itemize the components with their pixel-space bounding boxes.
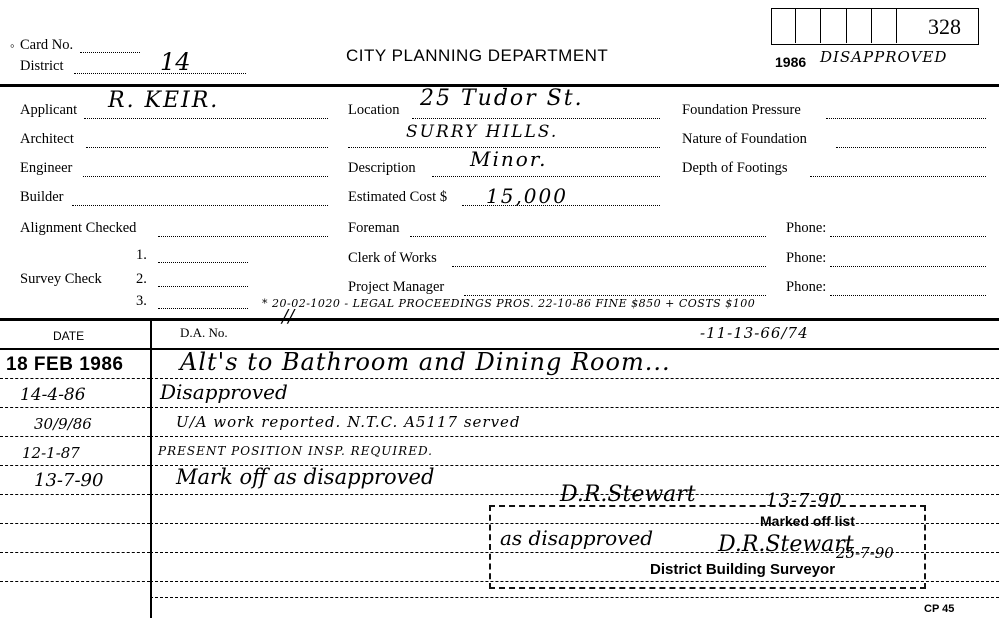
foreman-dots bbox=[410, 236, 766, 237]
stamp-date-1: 13-7-90 bbox=[766, 490, 843, 511]
box-divider bbox=[795, 8, 796, 43]
survey-3: 3. bbox=[136, 293, 147, 309]
depth-dots bbox=[810, 176, 986, 177]
description-label: Description bbox=[348, 160, 416, 176]
location-value-2: SURRY HILLS. bbox=[406, 122, 559, 142]
stamp-date-2: 25-7-90 bbox=[836, 544, 894, 562]
location-dots bbox=[412, 118, 660, 119]
box-divider bbox=[846, 8, 847, 43]
survey-label: Survey Check bbox=[20, 271, 102, 287]
log-entry-text: U/A work reported. N.T.C. A5117 served bbox=[176, 413, 521, 431]
date-row-line bbox=[0, 465, 150, 466]
applicant-value: R. KEIR. bbox=[108, 88, 220, 113]
legal-note: * 20-02-1020 - LEGAL PROCEEDINGS PROS. 22-10-86 FINE $850 + COSTS $100 bbox=[262, 297, 756, 310]
date-row-line bbox=[0, 407, 150, 408]
foundation-pressure-label: Foundation Pressure bbox=[682, 102, 801, 118]
phone-label: Phone: bbox=[786, 279, 827, 295]
location-value: 25 Tudor St. bbox=[420, 86, 584, 111]
card-no-label: Card No. bbox=[20, 37, 74, 53]
log-entry-text: Alt's to Bathroom and Dining Room... bbox=[180, 348, 671, 376]
box-divider bbox=[820, 8, 821, 43]
da-tick-mark: // bbox=[282, 306, 295, 327]
foreman-label: Foreman bbox=[348, 220, 400, 236]
depth-label: Depth of Footings bbox=[682, 160, 788, 176]
log-column-divider bbox=[150, 318, 152, 618]
log-date: 30/9/86 bbox=[34, 415, 92, 433]
date-row-line bbox=[0, 378, 150, 379]
applicant-dots bbox=[84, 118, 328, 119]
phone-dots bbox=[830, 236, 986, 237]
phone-dots bbox=[830, 266, 986, 267]
signature-1: D.R.Stewart bbox=[560, 482, 696, 507]
form-code: CP 45 bbox=[924, 603, 955, 615]
pm-dots bbox=[464, 295, 766, 296]
log-date: 14-4-86 bbox=[20, 385, 86, 405]
cost-label: Estimated Cost $ bbox=[348, 189, 448, 205]
architect-dots bbox=[86, 147, 328, 148]
card-no-dots bbox=[80, 52, 140, 53]
nature-dots bbox=[836, 147, 986, 148]
da-value: -11-13-66/74 bbox=[700, 324, 809, 342]
district-label: District bbox=[20, 58, 64, 74]
status-handwritten: DISAPPROVED bbox=[820, 48, 948, 66]
foundation-pressure-dots bbox=[826, 118, 986, 119]
log-entry-text: PRESENT POSITION INSP. REQUIRED. bbox=[158, 444, 433, 458]
district-value: 14 bbox=[160, 48, 191, 76]
bullet-mark: ◦ bbox=[10, 38, 15, 53]
survey-2: 2. bbox=[136, 271, 147, 287]
log-date: 13-7-90 bbox=[34, 470, 104, 491]
engineer-label: Engineer bbox=[20, 160, 73, 176]
location-label: Location bbox=[348, 102, 400, 118]
phone-label: Phone: bbox=[786, 220, 827, 236]
builder-dots bbox=[72, 205, 328, 206]
log-entry-text: Disapproved bbox=[160, 380, 288, 404]
cost-value: 15,000 bbox=[486, 184, 568, 208]
engineer-dots bbox=[83, 176, 328, 177]
log-row-line bbox=[150, 407, 999, 408]
survey-2-dots bbox=[158, 286, 248, 287]
log-row-line bbox=[150, 378, 999, 379]
date-row-line bbox=[0, 494, 150, 495]
log-row-line bbox=[150, 436, 999, 437]
date-row-line bbox=[0, 436, 150, 437]
clerk-label: Clerk of Works bbox=[348, 250, 437, 266]
builder-label: Builder bbox=[20, 189, 64, 205]
description-value: Minor. bbox=[470, 147, 548, 171]
applicant-label: Applicant bbox=[20, 102, 78, 118]
card-number: 328 bbox=[928, 14, 961, 39]
date-row-line bbox=[0, 523, 150, 524]
surveyor-text: District Building Surveyor bbox=[650, 561, 836, 578]
nature-label: Nature of Foundation bbox=[682, 131, 807, 147]
survey-1-dots bbox=[158, 262, 248, 263]
signature-2: D.R.Stewart bbox=[718, 532, 854, 557]
clerk-dots bbox=[452, 266, 766, 267]
department-title: CITY PLANNING DEPARTMENT bbox=[346, 46, 609, 65]
da-header: D.A. No. bbox=[180, 325, 228, 340]
survey-3-dots bbox=[158, 308, 248, 309]
phone-label: Phone: bbox=[786, 250, 827, 266]
survey-1: 1. bbox=[136, 247, 147, 263]
stamp-hand-text: as disapproved bbox=[500, 526, 654, 550]
log-bottom-line bbox=[150, 597, 999, 598]
date-row-line bbox=[0, 581, 150, 582]
box-divider bbox=[871, 8, 872, 43]
box-divider bbox=[896, 8, 897, 43]
date-header: DATE bbox=[53, 329, 85, 343]
log-date: 18 FEB 1986 bbox=[6, 354, 124, 375]
year: 1986 bbox=[775, 54, 807, 70]
marked-off-text: Marked off list bbox=[760, 513, 855, 529]
log-date: 12-1-87 bbox=[22, 444, 80, 462]
description-dots bbox=[432, 176, 660, 177]
log-entry-text: Mark off as disapproved bbox=[176, 465, 435, 489]
alignment-dots bbox=[158, 236, 328, 237]
date-row-line bbox=[0, 552, 150, 553]
architect-label: Architect bbox=[20, 131, 74, 147]
pm-label: Project Manager bbox=[348, 279, 445, 295]
phone-dots bbox=[830, 295, 986, 296]
alignment-label: Alignment Checked bbox=[20, 220, 137, 236]
